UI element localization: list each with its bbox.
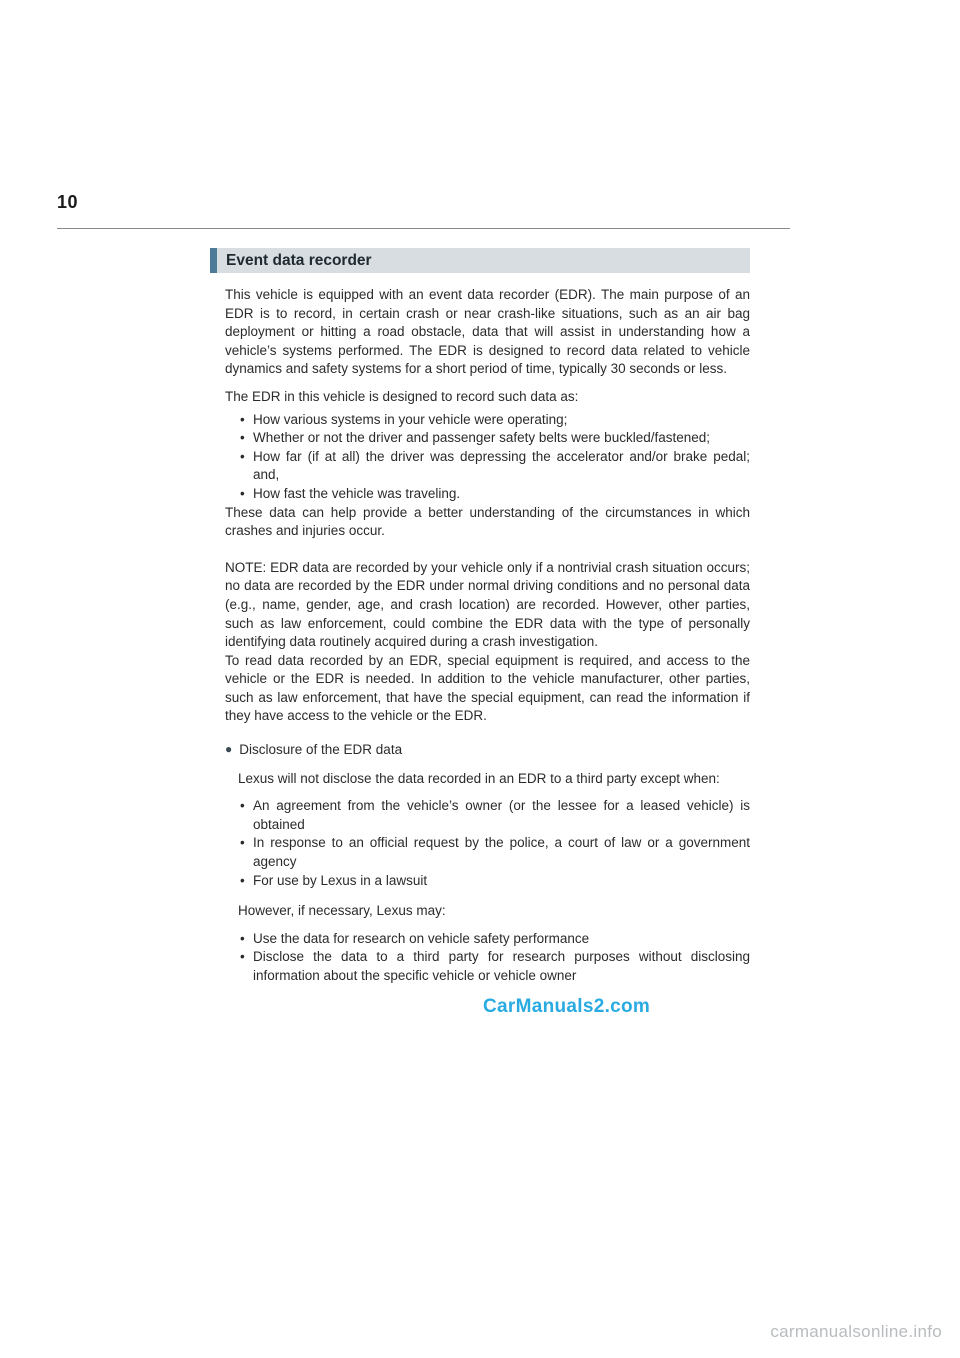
- bullet-icon: •: [240, 798, 245, 814]
- list-item: [225, 485, 750, 504]
- bullet-icon: •: [240, 411, 245, 427]
- list-item-text: An agreement from the vehicle’s owner (or the lessee for a leased vehicle) is obtained: [253, 798, 750, 832]
- disclosure-block: [238, 770, 750, 789]
- paragraph-read-data: To read data recorded by an EDR, special equipment is required, and access to the vehicle or the EDR is needed. In addition to the vehicle manufacturer, other parties, such as law enforcement, that have the special equipment, can read the information if they have access to the vehicle or the EDR.: [225, 652, 750, 724]
- site-watermark: carmanualsonline.info: [770, 1322, 942, 1341]
- watermark-link[interactable]: CarManuals2.com: [483, 996, 651, 1017]
- paragraph-note: NOTE: EDR data are recorded by your vehicle only if a nontrivial crash situation occurs; no data are recorded by the EDR under normal driving conditions and no personal data (e.g., name, gender, age, and crash location) are recorded. However, other parties, such as law enforcement, could combine the EDR data with the type of personally identifying data routinely acquired during a crash investigation.: [225, 559, 750, 650]
- list-item: [225, 448, 750, 485]
- list-item-text: For use by Lexus in a lawsuit: [253, 872, 428, 888]
- list-item: [225, 411, 750, 430]
- paragraph-circumstances: These data can help provide a better understanding of the circumstances in which crashes and injuries occur.: [225, 504, 750, 539]
- section-accent-bar: [210, 248, 217, 273]
- bullet-list-recorded-data: [225, 411, 750, 504]
- header-divider: [57, 228, 790, 229]
- bullet-icon: •: [240, 430, 245, 446]
- section-header: [210, 248, 750, 273]
- bullet-icon: •: [240, 872, 245, 888]
- list-item-text: How fast the vehicle was traveling.: [253, 485, 461, 501]
- bullet-icon: •: [240, 448, 245, 464]
- list-item: [238, 948, 750, 985]
- bullet-icon: •: [240, 485, 245, 501]
- bullet-icon: •: [240, 835, 245, 851]
- disclosure-heading: [225, 740, 750, 760]
- however-block: [238, 902, 750, 921]
- paragraph-record-lead: The EDR in this vehicle is designed to record such data as:: [225, 388, 579, 404]
- list-item: [238, 872, 750, 891]
- manual-page-content: [210, 248, 750, 986]
- paragraph-however: However, if necessary, Lexus may:: [238, 903, 446, 919]
- list-item: [238, 930, 750, 949]
- bullet-list-disclosure-exceptions: [238, 797, 750, 890]
- list-item: [225, 429, 750, 448]
- list-item: [238, 834, 750, 871]
- paragraph-intro: This vehicle is equipped with an event data recorder (EDR). The main purpose of an EDR is to record, in certain crash or near crash-like situations, such as an air bag deployment or hitting a road obstacle, data that will assist in understanding how a vehicle’s systems performed. The EDR is designed to record data related to vehicle dynamics and safety systems for a short period of time, typically 30 seconds or less.: [225, 287, 750, 377]
- list-item: [238, 797, 750, 834]
- paragraph-disclosure-lead: Lexus will not disclose the data recorded in an EDR to a third party except when:: [238, 770, 720, 786]
- disclosure-heading-text: Disclosure of the EDR data: [239, 742, 403, 758]
- bullet-list-lexus-may: [238, 930, 750, 986]
- page-number: 10: [57, 192, 79, 212]
- list-item-text: Disclose the data to a third party for research purposes without disclosing information about the specific vehicle or vehicle owner: [253, 949, 750, 983]
- list-item-text: In response to an official request by the police, a court of law or a government agency: [253, 835, 750, 870]
- disclosure-bullet-icon: ●: [225, 742, 233, 757]
- bullet-icon: •: [240, 949, 245, 965]
- list-item-text: How various systems in your vehicle were operating;: [253, 411, 568, 427]
- list-item-text: How far (if at all) the driver was depressing the accelerator and/or brake pedal; and,: [253, 448, 750, 483]
- list-item-text: Use the data for research on vehicle safety performance: [253, 930, 590, 946]
- bullet-icon: •: [240, 930, 245, 946]
- section-title: Event data recorder: [226, 252, 372, 269]
- list-item-text: Whether or not the driver and passenger safety belts were buckled/fastened;: [253, 430, 711, 446]
